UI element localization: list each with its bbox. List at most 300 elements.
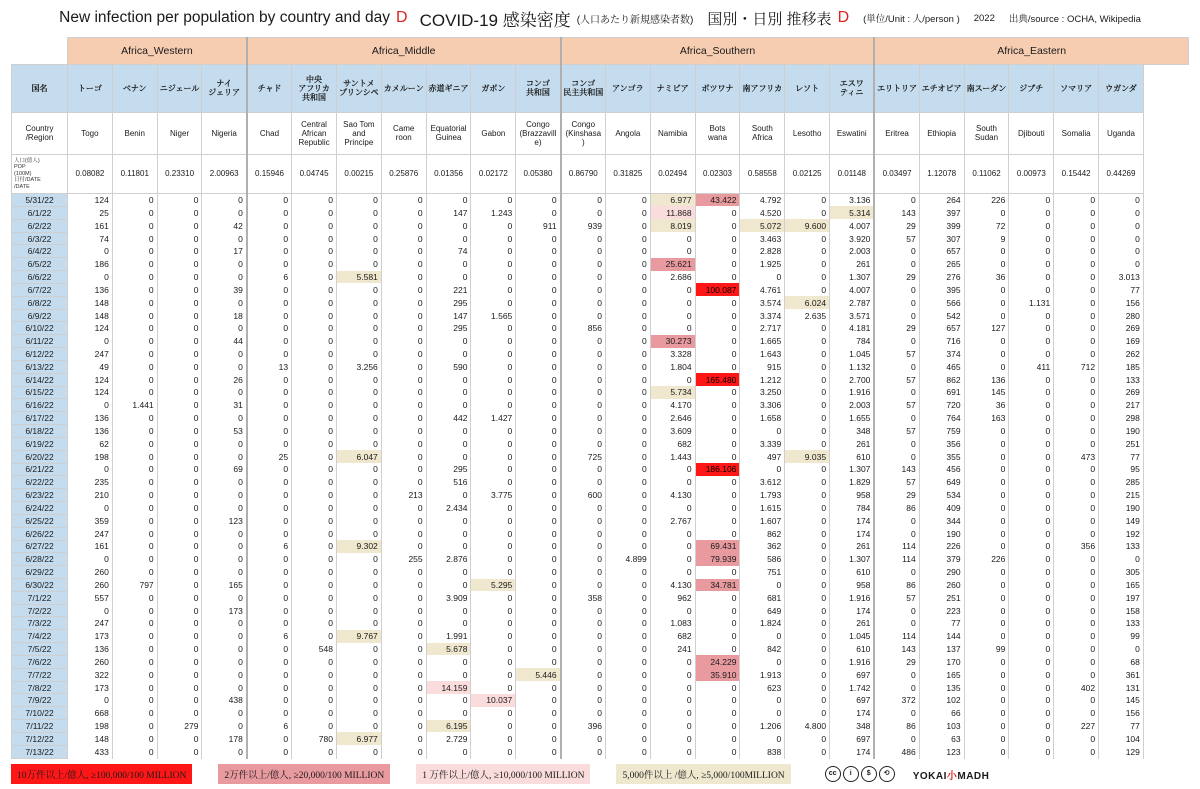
value-cell: 9.035 (785, 450, 830, 463)
value-cell: 0 (381, 373, 426, 386)
value-cell: 0 (471, 245, 516, 258)
value-cell: 1.607 (740, 514, 785, 527)
value-cell: 3.574 (740, 296, 785, 309)
value-cell: 0 (1009, 579, 1054, 592)
population-value: 0.15946 (247, 154, 292, 194)
value-cell: 1.913 (740, 668, 785, 681)
value-cell: 0 (516, 373, 561, 386)
value-cell: 842 (740, 643, 785, 656)
value-cell: 0 (426, 335, 471, 348)
population-value: 0.00973 (1009, 154, 1054, 194)
value-cell: 295 (426, 322, 471, 335)
country-name-en: Gabon (471, 112, 516, 154)
value-cell: 0 (695, 322, 740, 335)
date-cell: 6/7/22 (12, 283, 68, 296)
date-cell: 7/4/22 (12, 630, 68, 643)
value-cell: 1.742 (830, 681, 875, 694)
value-cell: 0 (650, 296, 695, 309)
value-cell: 0 (650, 668, 695, 681)
value-cell: 0 (292, 271, 337, 284)
value-cell: 269 (1099, 322, 1144, 335)
value-cell: 0 (1009, 566, 1054, 579)
value-cell: 260 (68, 566, 113, 579)
value-cell: 1.045 (830, 630, 875, 643)
value-cell: 0 (292, 219, 337, 232)
value-cell: 147 (426, 206, 471, 219)
value-cell: 170 (919, 655, 964, 668)
value-cell: 0 (336, 566, 381, 579)
value-cell: 192 (1099, 527, 1144, 540)
value-cell: 0 (1009, 553, 1054, 566)
country-name-en: Bots wana (695, 112, 740, 154)
country-name-jp: サントメ プリンシペ (336, 64, 381, 112)
table-row (12, 360, 1189, 373)
table-row (12, 527, 1189, 540)
value-cell: 0 (292, 425, 337, 438)
value-cell: 0 (247, 437, 292, 450)
value-cell: 0 (1054, 412, 1099, 425)
value-cell: 402 (1054, 681, 1099, 694)
value-cell: 295 (426, 463, 471, 476)
region-header: Africa_Southern (561, 38, 875, 65)
value-cell: 223 (919, 604, 964, 617)
value-cell: 0 (202, 322, 247, 335)
value-cell: 0 (336, 502, 381, 515)
value-cell: 0 (785, 655, 830, 668)
value-cell: 127 (964, 322, 1009, 335)
value-cell: 0 (1054, 219, 1099, 232)
value-cell: 0 (964, 450, 1009, 463)
value-cell: 104 (1099, 732, 1144, 745)
value-cell: 691 (919, 386, 964, 399)
value-cell: 0 (381, 643, 426, 656)
date-cell: 6/19/22 (12, 437, 68, 450)
value-cell: 2.828 (740, 245, 785, 258)
value-cell: 18 (202, 309, 247, 322)
value-cell: 11.868 (650, 206, 695, 219)
value-cell: 0 (202, 720, 247, 733)
value-cell: 174 (830, 604, 875, 617)
value-cell: 0 (1009, 206, 1054, 219)
country-name-jp: ジブチ (1009, 64, 1054, 112)
value-cell: 0 (516, 412, 561, 425)
value-cell: 136 (68, 412, 113, 425)
value-cell: 5.734 (650, 386, 695, 399)
value-cell: 0 (292, 206, 337, 219)
value-cell: 57 (874, 591, 919, 604)
value-cell: 3.612 (740, 476, 785, 489)
value-cell: 0 (247, 655, 292, 668)
value-cell: 0 (785, 232, 830, 245)
value-cell: 77 (1099, 720, 1144, 733)
value-cell: 0 (336, 579, 381, 592)
value-cell: 0 (785, 502, 830, 515)
value-cell: 0 (471, 232, 516, 245)
value-cell: 3.920 (830, 232, 875, 245)
value-cell: 29 (874, 219, 919, 232)
value-cell: 77 (919, 617, 964, 630)
value-cell: 1.206 (740, 720, 785, 733)
value-cell: 0 (112, 450, 157, 463)
value-cell: 0 (157, 386, 202, 399)
value-cell: 0 (561, 502, 606, 515)
value-cell: 0 (112, 707, 157, 720)
value-cell: 0 (471, 271, 516, 284)
value-cell: 0 (650, 527, 695, 540)
value-cell: 0 (516, 694, 561, 707)
value-cell: 0 (785, 514, 830, 527)
value-cell: 0 (1009, 232, 1054, 245)
value-cell: 0 (964, 335, 1009, 348)
value-cell: 0 (381, 309, 426, 322)
value-cell: 0 (157, 348, 202, 361)
population-value: 0.15442 (1054, 154, 1099, 194)
value-cell: 0 (381, 386, 426, 399)
table-row (12, 489, 1189, 502)
value-cell: 0 (605, 360, 650, 373)
value-cell: 0 (157, 591, 202, 604)
value-cell: 0 (426, 219, 471, 232)
value-cell: 0 (516, 463, 561, 476)
value-cell: 0 (1099, 194, 1144, 207)
value-cell: 0 (1009, 514, 1054, 527)
table-row (12, 745, 1189, 758)
value-cell: 0 (874, 514, 919, 527)
value-cell: 0 (516, 591, 561, 604)
value-cell: 3.571 (830, 309, 875, 322)
value-cell: 0 (1054, 348, 1099, 361)
value-cell: 0 (695, 232, 740, 245)
value-cell: 0 (292, 194, 337, 207)
table-row (12, 386, 1189, 399)
country-name-en: Togo (68, 112, 113, 154)
date-cell: 6/29/22 (12, 566, 68, 579)
date-cell: 6/5/22 (12, 258, 68, 271)
value-cell: 0 (471, 732, 516, 745)
value-cell: 0 (336, 591, 381, 604)
value-cell: 0 (964, 591, 1009, 604)
value-cell: 0 (650, 232, 695, 245)
value-cell: 3.306 (740, 399, 785, 412)
value-cell: 0 (202, 681, 247, 694)
value-cell: 5.072 (740, 219, 785, 232)
value-cell: 0 (561, 617, 606, 630)
value-cell: 44 (202, 335, 247, 348)
legend-level-1: 10万件以上/億人, ≥100,000/100 MILLION (11, 764, 192, 784)
value-cell: 135 (919, 681, 964, 694)
value-cell: 72 (964, 219, 1009, 232)
value-cell: 0 (426, 668, 471, 681)
value-cell: 0 (605, 335, 650, 348)
value-cell: 0 (650, 681, 695, 694)
value-cell: 0 (157, 540, 202, 553)
value-cell: 0 (292, 412, 337, 425)
value-cell: 0 (785, 373, 830, 386)
value-cell: 0 (605, 643, 650, 656)
value-cell: 42 (202, 219, 247, 232)
value-cell: 0 (605, 309, 650, 322)
value-cell: 697 (830, 668, 875, 681)
value-cell: 0 (516, 296, 561, 309)
value-cell: 145 (964, 386, 1009, 399)
value-cell: 0 (202, 296, 247, 309)
value-cell: 0 (1054, 745, 1099, 758)
value-cell: 0 (247, 668, 292, 681)
value-cell: 0 (605, 322, 650, 335)
value-cell: 0 (112, 630, 157, 643)
value-cell: 0 (336, 283, 381, 296)
value-cell: 29 (874, 655, 919, 668)
value-cell: 79.939 (695, 553, 740, 566)
value-cell: 0 (740, 579, 785, 592)
value-cell: 1.443 (650, 450, 695, 463)
date-cell: 6/6/22 (12, 271, 68, 284)
value-cell: 261 (830, 258, 875, 271)
value-cell: 0 (516, 579, 561, 592)
value-cell: 0 (381, 604, 426, 617)
value-cell: 0 (471, 514, 516, 527)
value-cell: 295 (426, 296, 471, 309)
value-cell: 473 (1054, 450, 1099, 463)
value-cell: 0 (964, 681, 1009, 694)
value-cell: 124 (68, 386, 113, 399)
value-cell: 0 (964, 579, 1009, 592)
table-row (12, 322, 1189, 335)
value-cell: 0 (157, 527, 202, 540)
value-cell: 0 (695, 617, 740, 630)
value-cell: 43.422 (695, 194, 740, 207)
value-cell: 0 (964, 617, 1009, 630)
value-cell: 0 (874, 296, 919, 309)
value-cell: 0 (202, 258, 247, 271)
value-cell: 0 (785, 591, 830, 604)
table-row (12, 540, 1189, 553)
value-cell: 1.655 (830, 412, 875, 425)
table-row (12, 566, 1189, 579)
value-cell: 2.876 (426, 553, 471, 566)
value-cell: 915 (740, 360, 785, 373)
value-cell: 0 (964, 694, 1009, 707)
value-cell: 0 (381, 348, 426, 361)
value-cell: 102 (919, 694, 964, 707)
value-cell: 0 (471, 386, 516, 399)
value-cell: 0 (1009, 322, 1054, 335)
value-cell: 361 (1099, 668, 1144, 681)
value-cell: 0 (202, 630, 247, 643)
value-cell: 247 (68, 617, 113, 630)
value-cell: 0 (1009, 283, 1054, 296)
value-cell: 0 (516, 360, 561, 373)
value-cell: 0 (381, 399, 426, 412)
value-cell: 0 (605, 502, 650, 515)
value-cell: 649 (740, 604, 785, 617)
date-cell: 6/21/22 (12, 463, 68, 476)
value-cell: 1.643 (740, 348, 785, 361)
value-cell: 0 (381, 720, 426, 733)
country-name-jp: ニジェール (157, 64, 202, 112)
value-cell: 1.045 (830, 348, 875, 361)
value-cell: 0 (561, 732, 606, 745)
value-cell: 165 (919, 668, 964, 681)
date-cell: 6/20/22 (12, 450, 68, 463)
value-cell: 0 (785, 566, 830, 579)
date-cell: 6/9/22 (12, 309, 68, 322)
value-cell: 0 (381, 412, 426, 425)
value-cell: 0 (426, 386, 471, 399)
value-cell: 0 (785, 322, 830, 335)
value-cell: 1.565 (471, 309, 516, 322)
value-cell: 396 (561, 720, 606, 733)
value-cell: 0 (68, 604, 113, 617)
value-cell: 0 (292, 232, 337, 245)
value-cell: 1.132 (830, 360, 875, 373)
value-cell: 0 (605, 732, 650, 745)
value-cell: 0 (740, 463, 785, 476)
value-cell: 0 (695, 604, 740, 617)
country-name-en: Angola (605, 112, 650, 154)
value-cell: 0 (740, 425, 785, 438)
value-cell: 0 (292, 399, 337, 412)
value-cell: 6.195 (426, 720, 471, 733)
date-cell: 7/6/22 (12, 655, 68, 668)
country-name-jp: エチオピア (919, 64, 964, 112)
country-name-jp: チャド (247, 64, 292, 112)
value-cell: 3.609 (650, 425, 695, 438)
value-cell: 0 (112, 514, 157, 527)
table-row (12, 194, 1189, 207)
value-cell: 0 (1009, 348, 1054, 361)
value-cell: 0 (112, 732, 157, 745)
value-cell: 0 (695, 502, 740, 515)
value-cell: 0 (785, 335, 830, 348)
value-cell: 0 (112, 271, 157, 284)
value-cell: 63 (919, 732, 964, 745)
value-cell: 0 (112, 617, 157, 630)
value-cell: 0 (292, 502, 337, 515)
value-cell: 0 (247, 502, 292, 515)
table-row (12, 399, 1189, 412)
value-cell: 0 (336, 245, 381, 258)
value-cell: 0 (1009, 694, 1054, 707)
value-cell: 2.686 (650, 271, 695, 284)
country-name-jp: コンゴ 共和国 (516, 64, 561, 112)
value-cell: 4.170 (650, 399, 695, 412)
value-cell: 0 (471, 348, 516, 361)
value-cell: 6 (247, 540, 292, 553)
title-unit: (単位/Unit : 人/person ) (863, 14, 960, 25)
value-cell: 0 (561, 655, 606, 668)
value-cell: 3.339 (740, 437, 785, 450)
value-cell: 0 (247, 745, 292, 758)
value-cell: 0 (964, 720, 1009, 733)
value-cell: 198 (68, 720, 113, 733)
value-cell: 0 (1009, 258, 1054, 271)
value-cell: 0 (695, 681, 740, 694)
value-cell: 4.007 (830, 283, 875, 296)
value-cell: 123 (202, 514, 247, 527)
value-cell: 0 (695, 732, 740, 745)
value-cell: 0 (561, 335, 606, 348)
value-cell: 2.767 (650, 514, 695, 527)
value-cell: 0 (336, 348, 381, 361)
value-cell: 0 (1054, 476, 1099, 489)
value-cell: 0 (605, 591, 650, 604)
date-cell: 7/13/22 (12, 745, 68, 758)
value-cell: 356 (1054, 540, 1099, 553)
region-header: Africa_Western (68, 38, 247, 65)
value-cell: 958 (830, 579, 875, 592)
value-cell: 0 (516, 450, 561, 463)
value-cell: 348 (830, 425, 875, 438)
value-cell: 0 (650, 245, 695, 258)
value-cell: 0 (202, 386, 247, 399)
value-cell: 0 (964, 296, 1009, 309)
value-cell: 623 (740, 681, 785, 694)
value-cell: 0 (292, 437, 337, 450)
value-cell: 862 (919, 373, 964, 386)
population-value: 0.11801 (112, 154, 157, 194)
table-row (12, 476, 1189, 489)
value-cell: 156 (1099, 707, 1144, 720)
country-label-en: Country /Region (12, 112, 68, 154)
value-cell: 372 (874, 694, 919, 707)
country-name-jp: 南スーダン (964, 64, 1009, 112)
value-cell: 0 (381, 527, 426, 540)
value-cell: 0 (650, 655, 695, 668)
value-cell: 1.824 (740, 617, 785, 630)
value-cell: 74 (426, 245, 471, 258)
value-cell: 0 (471, 322, 516, 335)
value-cell: 2.700 (830, 373, 875, 386)
value-cell: 0 (695, 258, 740, 271)
value-cell: 247 (68, 527, 113, 540)
value-cell: 6.024 (785, 296, 830, 309)
population-value: 0.11062 (964, 154, 1009, 194)
value-cell: 57 (874, 348, 919, 361)
value-cell: 0 (516, 399, 561, 412)
value-cell: 5.678 (426, 643, 471, 656)
value-cell: 0 (112, 386, 157, 399)
value-cell: 0 (695, 591, 740, 604)
value-cell: 566 (919, 296, 964, 309)
value-cell: 145 (1099, 694, 1144, 707)
value-cell: 0 (426, 258, 471, 271)
value-cell: 190 (919, 527, 964, 540)
value-cell: 0 (381, 206, 426, 219)
value-cell: 0 (1009, 309, 1054, 322)
title-source: 出典/source : OCHA, Wikipedia (1008, 14, 1141, 25)
value-cell: 0 (964, 668, 1009, 681)
value-cell: 0 (874, 335, 919, 348)
value-cell: 784 (830, 502, 875, 515)
value-cell: 0 (112, 206, 157, 219)
value-cell: 0 (381, 579, 426, 592)
value-cell: 0 (157, 694, 202, 707)
value-cell: 0 (471, 258, 516, 271)
value-cell: 290 (919, 566, 964, 579)
value-cell: 0 (247, 527, 292, 540)
value-cell: 190 (1099, 425, 1144, 438)
value-cell: 0 (68, 553, 113, 566)
value-cell: 0 (561, 425, 606, 438)
value-cell: 668 (68, 707, 113, 720)
value-cell: 0 (471, 591, 516, 604)
value-cell: 4.520 (740, 206, 785, 219)
value-cell: 0 (605, 425, 650, 438)
value-cell: 0 (964, 489, 1009, 502)
value-cell: 0 (516, 194, 561, 207)
value-cell: 4.800 (785, 720, 830, 733)
